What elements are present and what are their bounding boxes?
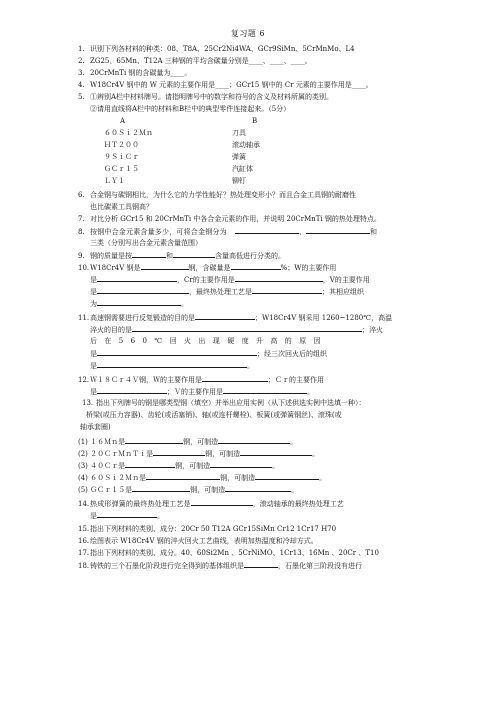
- question-6-line-2: [90, 202, 452, 214]
- question-number: 13.: [82, 399, 94, 407]
- question-text: ZG25、65Mn、T12A 三种钢的平均含碳量分别是____、____、____。: [90, 57, 312, 65]
- question-text: ，Cr的主要作用是: [177, 276, 235, 284]
- question-13-line-3: [80, 422, 442, 434]
- question-text: 高速钢需要进行反复锻造的目的是: [90, 314, 195, 322]
- question-text: 20CrMnTi 钢的含碳量为____。: [90, 69, 192, 77]
- question-text: 三类（分别写出合金元素含量范围）: [90, 239, 202, 247]
- question-text: Ｗ１８Ｃｒ４Ｖ钢，Ｗ的主要作用是: [90, 376, 202, 384]
- question-text: 钢，可制造: [220, 474, 256, 482]
- answer-blank[interactable]: [97, 348, 257, 356]
- question-text: 钢，可制造: [190, 486, 226, 494]
- question-text: 是: [90, 276, 97, 284]
- question-text: 。: [319, 474, 327, 482]
- answer-blank[interactable]: [97, 360, 247, 368]
- answer-blank[interactable]: [132, 484, 190, 492]
- question-number: 18.: [78, 562, 90, 570]
- question-text: 对比分析 GCr15 和 20CrMnTi 中各合金元素的作用，并说明 20CrMnTi 钢的热处理特点。: [90, 215, 381, 223]
- question-3: [78, 68, 440, 80]
- question-text: 。: [291, 486, 299, 494]
- question-7: [78, 214, 440, 226]
- question-text: W18Cr4V 钢中的 W 元素的主要作用是____；GCr15 钢中的 Cr 元素的主要作用是____。: [90, 81, 373, 89]
- answer-blank[interactable]: [97, 298, 181, 306]
- question-text: 是: [90, 362, 97, 370]
- question-text: ；经三次回火后的组织: [257, 350, 327, 358]
- question-13: [82, 398, 444, 410]
- question-text: ；W18Cr4V 钢采用 1260~1280℃，高温: [255, 314, 393, 322]
- column-a-header: A: [120, 117, 126, 125]
- question-13-item-1: [78, 436, 440, 449]
- question-text: 钢的质量是按: [90, 252, 132, 260]
- question-text: 识别下列各材料的种类：08、T8A、25Cr2Ni4WA、GCr9SiMn、5CrMnMo、L4: [90, 45, 355, 53]
- question-text: %；W的主要作用: [280, 264, 337, 272]
- question-number: 14.: [78, 500, 90, 508]
- question-13-item-5: [78, 484, 440, 497]
- question-8: 8. 按钢中合金元素含量多少，可将合金钢分为 、 和: [78, 226, 440, 239]
- column-a-item: ＬＹ１: [104, 177, 125, 185]
- question-text: (1) １６Ｍｎ是: [78, 438, 126, 446]
- question-text: 。: [272, 462, 280, 470]
- question-13-item-2: [78, 448, 440, 461]
- question-text: ②请用直线将A栏中的材料和B栏中的典型零件连接起来。（5分）: [90, 105, 291, 113]
- question-number: 1.: [78, 45, 85, 53]
- answer-blank[interactable]: [191, 498, 253, 506]
- answer-blank[interactable]: [218, 436, 290, 444]
- question-text: ，最终热处理工艺是: [189, 288, 252, 296]
- question-14: [78, 498, 440, 511]
- column-a-item: ６０Ｓｉ２Ｍｎ: [104, 129, 153, 137]
- question-number: 2.: [78, 57, 85, 65]
- answer-blank[interactable]: [306, 226, 370, 234]
- question-text: ①辨别A栏中材料牌号。请指明牌号中的数字和符号的含义及材料所属的类别。: [90, 93, 334, 101]
- question-text: ；淬火: [362, 326, 383, 334]
- question-text: 钢，可制造: [205, 450, 241, 458]
- question-number: 4.: [78, 81, 85, 89]
- answer-blank[interactable]: [235, 274, 323, 282]
- column-a-item: ＧＣｒ１５: [104, 165, 139, 173]
- question-16: [78, 536, 440, 548]
- question-1: [78, 44, 440, 56]
- question-2: [78, 56, 440, 68]
- question-12-line-2: [90, 386, 452, 399]
- question-text: ，V的主要作用: [322, 276, 370, 284]
- column-b-item: 滚动轴承: [232, 141, 260, 149]
- question-number: 16.: [78, 537, 90, 545]
- question-text: 指出下列牌号的钢是哪类型钢（填空）并举出应用实例（从下述供选实例中选填一种）：: [96, 399, 366, 407]
- question-text: 是: [90, 512, 97, 520]
- question-text: 后在560℃回火出现硬度升高的原因: [90, 337, 328, 345]
- question-text: 指出下列材料的类别、成分。40、60Si2Mn 、5CrNiMO、1Cr13、16Mn 、20Cr 、T10: [90, 549, 379, 557]
- answer-blank[interactable]: [252, 286, 322, 294]
- question-number: 11.: [78, 314, 90, 322]
- question-11-line-3: [90, 336, 452, 348]
- question-text: 铸铁的三个石墨化阶段进行完全得到的基体组织是: [90, 562, 244, 570]
- question-number: 5.: [78, 93, 85, 101]
- answer-blank[interactable]: [97, 510, 157, 518]
- question-13-item-4: [78, 472, 440, 485]
- answer-blank[interactable]: [231, 262, 281, 270]
- question-number: 6.: [78, 191, 85, 199]
- question-10-line-3: [90, 286, 452, 299]
- answer-blank[interactable]: [125, 436, 183, 444]
- answer-blank[interactable]: [223, 386, 307, 394]
- question-11: [78, 312, 440, 325]
- question-text: 钢，可制造: [175, 462, 211, 470]
- question-text: 热成形弹簧的最终热处理工艺是: [90, 500, 191, 508]
- answer-blank[interactable]: [97, 386, 167, 394]
- question-text: 合金钢与碳钢相比，为什么它的力学性能好？热处理变形小？而且合金工具钢的耐磨性: [90, 191, 356, 199]
- question-text: ；Ｖ的主要作用是: [167, 388, 223, 396]
- question-12: [78, 374, 440, 387]
- question-5-line-2: [90, 104, 452, 116]
- question-text: 。: [307, 388, 314, 396]
- question-5: [78, 92, 440, 104]
- answer-blank[interactable]: [244, 560, 278, 568]
- question-text: (4) ６０Ｓｉ２Ｍｎ是: [78, 474, 147, 482]
- question-text: 按钢中合金元素含量多少，可将合金钢分为: [90, 228, 227, 236]
- question-text: 轴承套圈): [80, 423, 111, 431]
- answer-blank[interactable]: [240, 448, 312, 456]
- question-text: 。: [181, 300, 188, 308]
- question-13-item-3: [78, 460, 440, 473]
- question-text: ；Ｃｒ的主要作用: [268, 376, 324, 384]
- answer-blank[interactable]: [225, 484, 291, 492]
- question-text: 是: [90, 288, 97, 296]
- question-number: 15.: [78, 525, 90, 533]
- question-text: 和: [166, 252, 173, 260]
- answer-blank[interactable]: [195, 312, 255, 320]
- question-text: 含量高低进行分类的。: [215, 252, 285, 260]
- answer-blank[interactable]: [146, 472, 220, 480]
- question-text: 是: [90, 388, 97, 396]
- column-b-header: B: [252, 117, 258, 125]
- column-b-item: 弹簧: [232, 153, 246, 161]
- answer-blank[interactable]: [132, 250, 166, 258]
- answer-blank[interactable]: [173, 250, 215, 258]
- question-text: 淬火的目的是: [90, 326, 132, 334]
- answer-blank[interactable]: [125, 460, 175, 468]
- question-text: (5) ＧＣｒ１５是: [78, 486, 133, 494]
- question-number: 7.: [78, 215, 85, 223]
- question-text: (3) ４０Ｃｒ是: [78, 462, 126, 470]
- column-b-item: 铆钉: [232, 177, 246, 185]
- question-text: 为: [90, 300, 97, 308]
- question-4: [78, 80, 440, 92]
- answer-blank[interactable]: [202, 374, 268, 382]
- question-text: 。: [247, 362, 254, 370]
- column-b-item: 刀具: [232, 129, 246, 137]
- answer-blank[interactable]: [235, 226, 299, 234]
- question-text: 钢，可制造: [183, 438, 219, 446]
- question-11-line-4: [90, 348, 452, 361]
- question-number: 8.: [78, 228, 85, 236]
- question-10: [78, 262, 440, 275]
- column-b-item: 汽缸体: [232, 165, 253, 173]
- question-text: 是: [90, 350, 97, 358]
- question-text: 绘图表示 W18Cr4V 钢的淬火回火工艺曲线，表明加热温度和冷却方式。: [90, 537, 318, 545]
- question-text: ，石墨化第三阶段没有进行: [278, 562, 362, 570]
- question-13-line-2: [86, 410, 448, 422]
- question-text: ，滚动轴承的最终热处理工艺: [252, 500, 344, 508]
- question-10-line-4: [90, 298, 452, 311]
- question-text: (2) ２０ＣｒＭｎＴｉ是: [78, 450, 154, 458]
- question-text: 桥梁(或压力容器)、齿轮(或活塞销)、轴(或连杆螺栓)、板簧(或弹簧钢丝)、滚珠(或: [86, 411, 342, 419]
- column-a-item: ＨＴ２００: [104, 141, 139, 149]
- question-6: [78, 190, 440, 202]
- page-title: 复习题 6: [230, 29, 266, 38]
- answer-blank[interactable]: [141, 262, 189, 270]
- answer-blank[interactable]: [153, 448, 205, 456]
- question-number: 3.: [78, 69, 85, 77]
- question-text: 指出下列材料的类别、成分：20Cr 50 T12A GCr15SiMn Cr12 1Cr17 H70: [90, 525, 337, 533]
- question-text: 。: [157, 512, 164, 520]
- answer-blank[interactable]: [255, 472, 319, 480]
- question-text: W18Cr4V 钢是: [90, 264, 141, 272]
- question-11-line-5: [90, 360, 452, 373]
- question-text: 也比碳素工具钢高？: [90, 203, 153, 211]
- question-text: 。: [312, 450, 320, 458]
- answer-blank[interactable]: [97, 274, 177, 282]
- question-number: 17.: [78, 549, 90, 557]
- question-number: 10.: [78, 264, 90, 272]
- question-8-line-2: [90, 238, 452, 250]
- question-9: [78, 250, 440, 263]
- question-17: [78, 548, 440, 560]
- answer-blank[interactable]: [97, 286, 189, 294]
- question-text: 。: [290, 438, 298, 446]
- question-18: [78, 560, 440, 573]
- question-10-line-2: [90, 274, 452, 287]
- question-number: 12.: [78, 376, 90, 384]
- question-number: 9.: [78, 252, 85, 260]
- question-15: [78, 524, 440, 536]
- answer-blank[interactable]: [132, 324, 362, 332]
- answer-blank[interactable]: [210, 460, 272, 468]
- column-a-item: ９ＳｉＣｒ: [104, 153, 139, 161]
- question-text: 钢，含碳量是: [188, 264, 231, 272]
- question-11-line-2: [90, 324, 452, 337]
- question-14-line-2: [90, 510, 452, 523]
- question-text: ；其相应组织: [322, 288, 364, 296]
